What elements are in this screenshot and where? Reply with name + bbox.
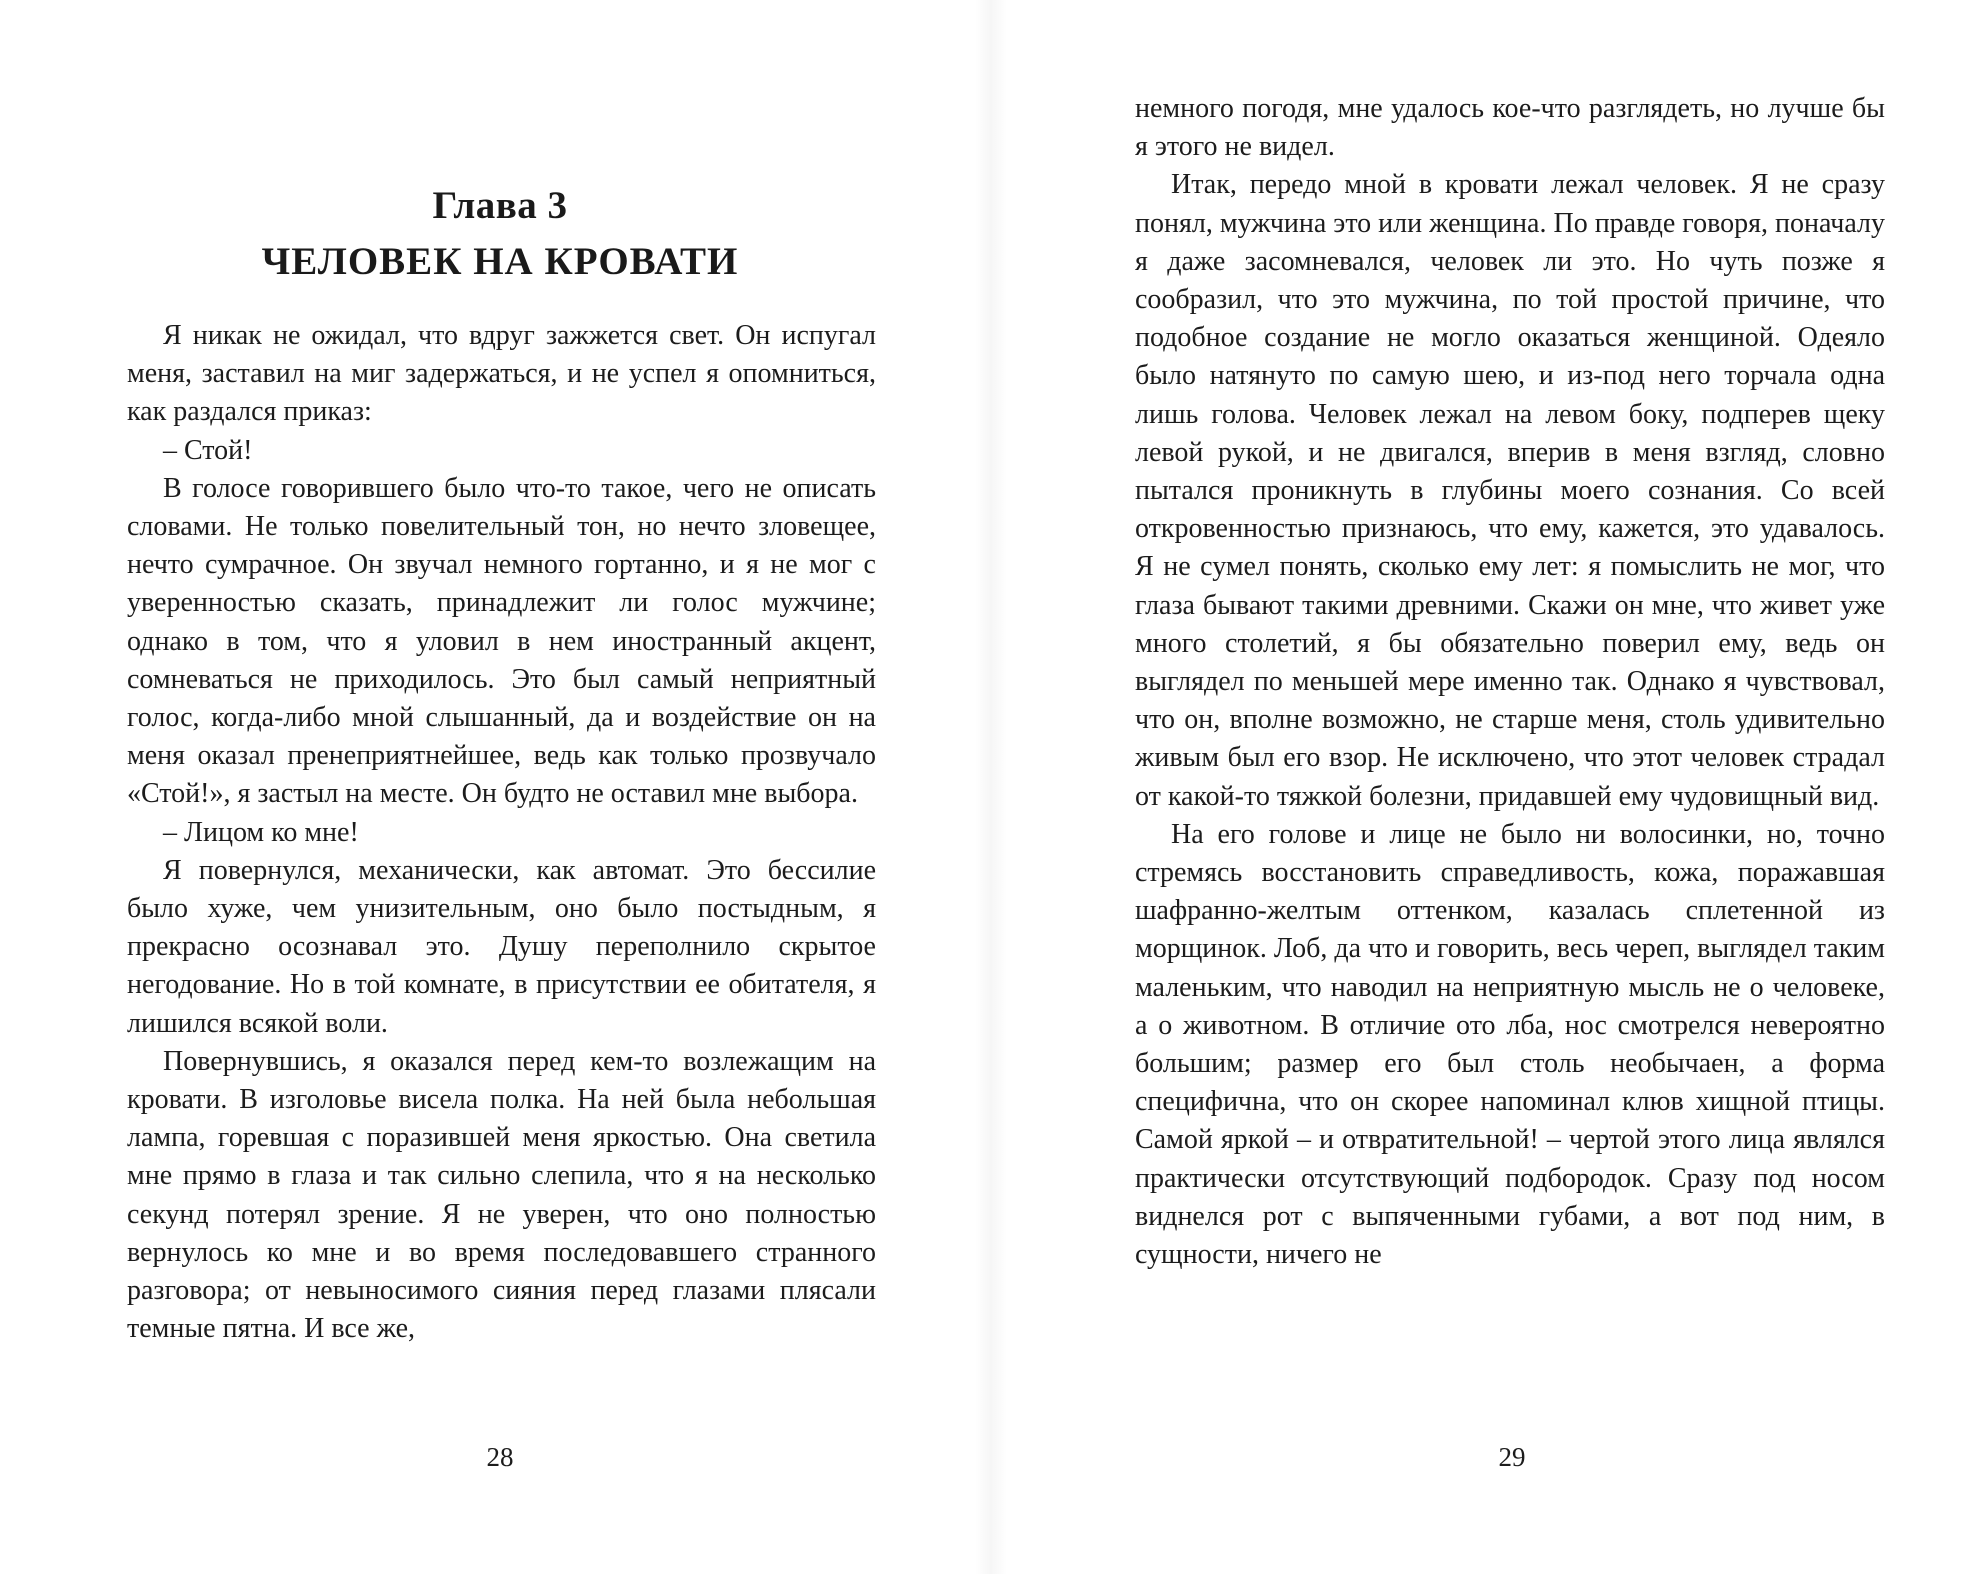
paragraph: Итак, передо мной в кровати лежал человек. Я не сразу понял, мужчина это или женщина. По правде говоря, поначалу я даже засомневался, человек ли это. Но чуть позже я сообразил, что это мужчина, по той простой причине, что подобное создание не могло оказаться женщиной. Одеяло было натянуто по самую шею, и из-под него торчала одна лишь голова. Человек лежал на левом боку, подперев щеку левой рукой, и не двигался, вперив в меня взгляд, словно пытался проникнуть в глубины моего сознания. Со всей откровенностью признаюсь, что ему, кажется, это удавалось. Я не сумел понять, сколько ему лет: я помыслить не мог, что глаза бывают такими древними. Скажи он мне, что живет уже много столетий, я бы обязательно поверил ему, ведь он выглядел по меньшей мере именно так. Однако я чувствовал, что он, вполне возможно, не старше меня, столь удивительно живым был его взор. Не исключено, что этот человек страдал от какой-то тяжкой болезни, придавшей ему чудовищный вид. [1135, 169, 1885, 812]
dialogue-line: – Лицом ко мне! [163, 816, 359, 848]
right-page-body [1135, 90, 1885, 1274]
right-page [991, 0, 1982, 1574]
page-number-left: 28 [486, 1442, 514, 1472]
paragraph: В голосе говорившего было что-то такое, чего не описать словами. Не только повелительный тон, но нечто зловещее, нечто сумрачное. Он звучал немного гортанно, и я не мог с уверенностью сказать, принадлежит ли голос мужчине; однако в том, что я уловил в нем иностранный акцент, сомневаться не приходилось. Это был самый неприятный голос, когда-либо мной слышанный, да и воздействие он на меня оказал пренеприятнейшее, ведь как только прозвучало «Стой!», я застыл на месте. Он будто не оставил мне выбора. [127, 472, 876, 810]
paragraph: Я никак не ожидал, что вдруг зажжется свет. Он испугал меня, заставил на миг задержаться, и не успел я опомниться, как раздался приказ: [127, 320, 876, 428]
chapter-number: Глава 3 [432, 184, 568, 227]
page-number-right: 29 [1498, 1442, 1526, 1472]
paragraph: Я повернулся, механически, как автомат. Это бессилие было хуже, чем унизительным, оно было постыдным, я прекрасно осознавал это. Душу переполнило скрытое негодование. Но в той комнате, в присутствии ее обитателя, я лишился всякой воли. [127, 854, 876, 1039]
chapter-heading [150, 178, 850, 290]
left-page-body [127, 317, 876, 1348]
chapter-title: ЧЕЛОВЕК НА КРОВАТИ [261, 240, 739, 283]
paragraph-continuation: немного погодя, мне удалось кое-что разглядеть, но лучше бы я этого не видел. [1135, 93, 1885, 163]
paragraph: Повернувшись, я оказался перед кем-то возлежащим на кровати. В изголовье висела полка. На ней была небольшая лампа, горевшая с поразившей меня яркостью. Она светила мне прямо в глаза и так сильно слепила, что я на несколько секунд потерял зрение. Я не уверен, что оно полностью вернулось ко мне и во время последовавшего странного разговора; от невыносимого сияния перед глазами плясали темные пятна. И все же, [127, 1045, 876, 1345]
paragraph: На его голове и лице не было ни волосинки, но, точно стремясь восстановить справедливость, кожа, поражавшая шафранно-желтым оттенком, казалась сплетенной из морщинок. Лоб, да что и говорить, весь череп, выглядел таким маленьким, что наводил на неприятную мысль не о человеке, а о животном. В отличие ото лба, нос смотрелся невероятно большим; размер его был столь необычаен, а форма специфична, что он скорее напоминал клюв хищной птицы. Самой яркой – и отвратительной! – чертой этого лица являлся практически отсутствующий подбородок. Сразу под носом виднелся рот с выпяченными губами, а вот под ним, в сущности, ничего не [1135, 818, 1886, 1271]
dialogue-line: – Стой! [163, 434, 253, 466]
